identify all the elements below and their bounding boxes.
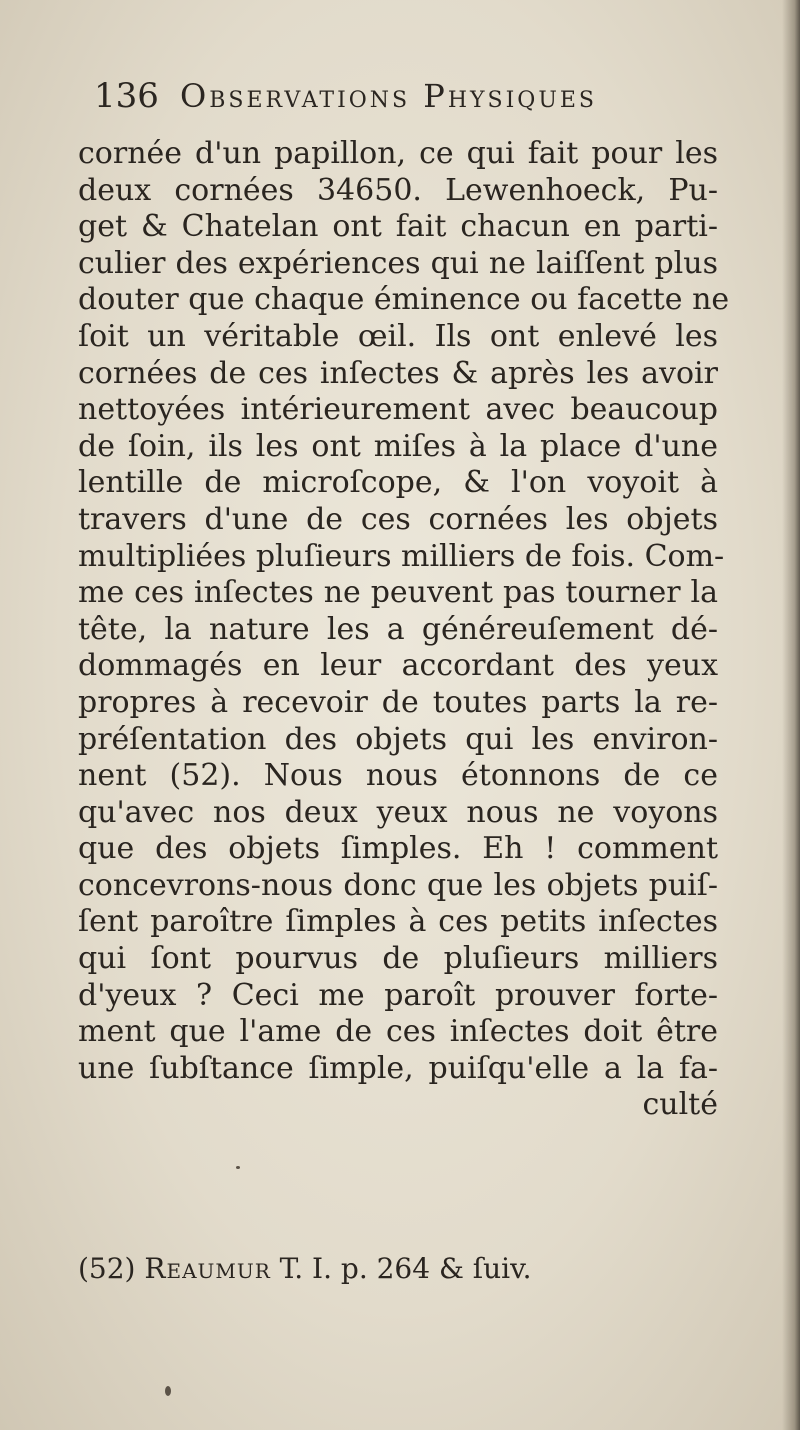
- body-text: [78, 136, 730, 1124]
- footnote-author: Reaumur: [144, 1252, 271, 1285]
- text-line: lentille de microſcope, & l'on voyoit à: [78, 465, 718, 501]
- text-line: nettoyées intérieurement avec beaucoup: [78, 392, 718, 428]
- text-line: concevrons-nous donc que les objets puiſ-: [78, 867, 718, 903]
- text-line: propres à recevoir de toutes parts la re-: [78, 684, 718, 720]
- footnote-marker: (52): [78, 1252, 136, 1285]
- running-title: Observations Physiques: [180, 77, 597, 115]
- text-line: travers d'une de ces cornées les objets: [78, 501, 718, 537]
- text-line: d'yeux ? Ceci me paroît prouver forte-: [78, 977, 718, 1013]
- text-line: ſoit un véritable œil. Ils ont enlevé les: [78, 318, 718, 354]
- text-line: cornées de ces inſectes & après les avoir: [78, 355, 718, 391]
- text-line: me ces inſectes ne peuvent pas tourner la: [78, 575, 718, 611]
- page-edge-shadow: [782, 0, 800, 1430]
- text-line: dommagés en leur accordant des yeux: [78, 648, 718, 684]
- text-line: culier des expériences qui ne laiſſent plus: [78, 245, 718, 281]
- text-line: cornée d'un papillon, ce qui fait pour les: [78, 136, 718, 171]
- page-header: [94, 76, 694, 126]
- text-line: deux cornées 34650. Lewenhoeck, Pu-: [78, 172, 718, 208]
- text-line: nent (52). Nous nous étonnons de ce: [78, 758, 718, 794]
- text-line: get & Chatelan ont fait chacun en parti-: [78, 209, 718, 245]
- catchword: culté: [642, 1087, 718, 1123]
- text-line: que des objets ſimples. Eh ! comment: [78, 831, 718, 867]
- text-line: ment que l'ame de ces inſectes doit être: [78, 1014, 718, 1050]
- text-line: de ſoin, ils les ont miſes à la place d'une: [78, 428, 718, 464]
- text-line: tête, la nature les a généreuſement dé-: [78, 611, 718, 647]
- page-number: 136: [94, 76, 159, 116]
- ink-speck: [236, 1166, 240, 1169]
- text-line: qu'avec nos deux yeux nous ne voyons: [78, 794, 718, 830]
- text-line: qui ſont pourvus de pluſieurs milliers: [78, 941, 718, 977]
- footnote: [78, 1252, 718, 1285]
- text-line: préſentation des objets qui les environ-: [78, 721, 718, 757]
- text-line: une ſubſtance ſimple, puiſqu'elle a la fa-: [78, 1050, 718, 1086]
- text-line: multipliées pluſieurs milliers de fois. Com-: [78, 538, 725, 574]
- ink-speck: [165, 1386, 171, 1396]
- text-line: ſent paroître ſimples à ces petits inſectes: [78, 904, 718, 940]
- text-line: douter que chaque éminence ou facette ne: [78, 282, 730, 318]
- footnote-reference: T. I. p. 264 & ſuiv.: [279, 1252, 532, 1285]
